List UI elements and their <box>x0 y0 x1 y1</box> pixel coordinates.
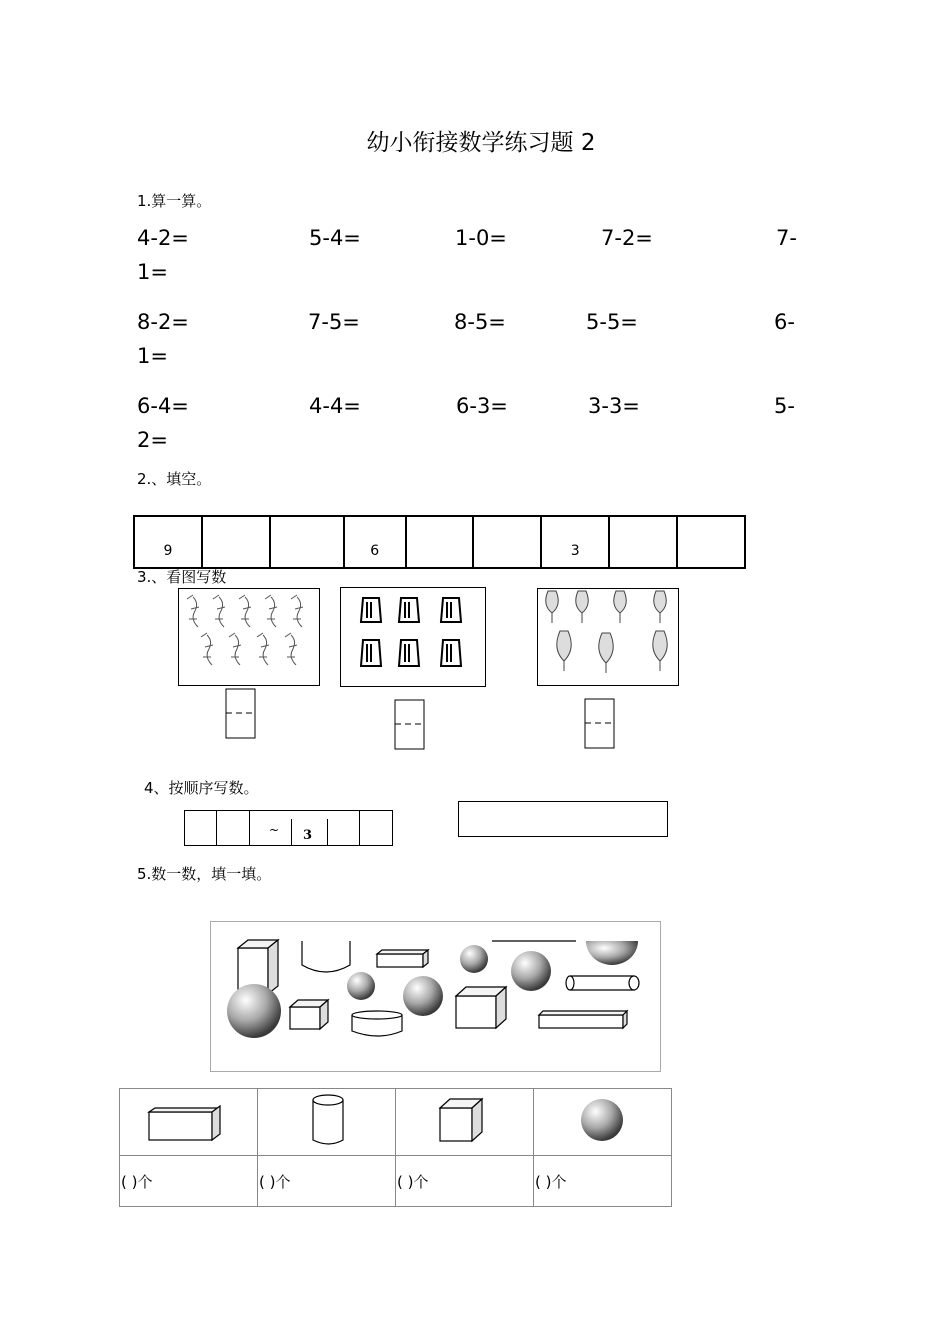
sphere-icon <box>511 951 551 991</box>
cube-header <box>396 1089 534 1156</box>
shrimp-icon <box>265 595 277 627</box>
cube-icon <box>456 987 506 1028</box>
equation-part: 1= <box>137 344 168 368</box>
equation: 7-5= <box>308 310 360 334</box>
equation: 5-4= <box>309 226 361 250</box>
section-4-label: 4、按顺序写数。 <box>144 779 259 797</box>
cube-icon <box>397 1090 532 1150</box>
shrimp-icon <box>291 595 303 627</box>
sphere-icon <box>227 984 281 1038</box>
flower-icon <box>576 591 589 623</box>
count-cell[interactable]: ( )个 <box>120 1156 258 1207</box>
answer-box[interactable] <box>584 698 616 750</box>
equation: 8-5= <box>454 310 506 334</box>
equation: 1-0= <box>455 226 507 250</box>
sphere-icon <box>347 972 375 1000</box>
sequence-cell[interactable]: 3 <box>541 516 609 568</box>
flower-icon <box>599 633 613 673</box>
sequence-answer-box[interactable] <box>458 801 668 837</box>
flower-icon <box>614 591 627 623</box>
cup-icon <box>361 598 381 622</box>
cup-icon <box>361 640 381 666</box>
cuboid-icon <box>539 1011 627 1028</box>
cup-picture <box>340 587 486 687</box>
sphere-header <box>534 1089 672 1156</box>
cup-icon <box>399 640 419 666</box>
count-table <box>119 1088 672 1207</box>
answer-box[interactable] <box>225 688 257 740</box>
section-1-label: 1.算一算。 <box>137 192 212 210</box>
cylinder-icon <box>352 1011 402 1036</box>
sequence-strip[interactable] <box>184 810 393 846</box>
equation: 7-2= <box>601 226 653 250</box>
cuboid-header <box>120 1089 258 1156</box>
flower-icon <box>557 631 571 671</box>
sphere-icon <box>403 976 443 1016</box>
count-cell[interactable]: ( )个 <box>534 1156 672 1207</box>
equation-part: 6- <box>774 310 795 334</box>
fill-blank-sequence <box>133 515 746 569</box>
equation: 8-2= <box>137 310 189 334</box>
cuboid-icon <box>121 1090 256 1150</box>
flower-icon <box>546 591 559 623</box>
shapes-picture <box>210 921 662 1073</box>
section-5-label: 5.数一数，填一填。 <box>137 865 272 883</box>
cylinder-icon <box>259 1090 394 1150</box>
equation: 4-2= <box>137 226 189 250</box>
shrimp-icon <box>257 633 269 665</box>
shrimp-icon <box>285 633 297 665</box>
sequence-cell[interactable]: 9 <box>134 516 202 568</box>
sequence-number: 3 <box>303 828 313 843</box>
equation: 6-4= <box>137 394 189 418</box>
shrimp-icon <box>213 595 225 627</box>
shrimp-picture <box>178 588 320 686</box>
cube-icon <box>290 1000 328 1029</box>
sphere-icon <box>535 1090 670 1150</box>
shrimp-icon <box>229 633 241 665</box>
flower-icon <box>654 591 667 623</box>
equation-part: 5- <box>774 394 795 418</box>
equation-part: 7- <box>776 226 797 250</box>
shrimp-icon <box>201 633 213 665</box>
answer-box[interactable] <box>394 699 426 751</box>
sequence-cell[interactable] <box>406 516 474 568</box>
equation: 3-3= <box>588 394 640 418</box>
equation: 5-5= <box>586 310 638 334</box>
cup-icon <box>399 598 419 622</box>
count-cell[interactable]: ( )个 <box>258 1156 396 1207</box>
equation-part: 2= <box>137 428 168 452</box>
sequence-cell[interactable] <box>473 516 541 568</box>
count-cell[interactable]: ( )个 <box>396 1156 534 1207</box>
sequence-mark: ~ <box>269 823 280 837</box>
sequence-cell[interactable]: 6 <box>344 516 406 568</box>
sequence-cell[interactable] <box>677 516 745 568</box>
sequence-cell[interactable] <box>609 516 677 568</box>
cuboid-icon <box>377 950 428 967</box>
cup-icon <box>441 598 461 622</box>
page-title: 幼小衔接数学练习题 2 <box>366 130 596 156</box>
equation: 6-3= <box>456 394 508 418</box>
shrimp-icon <box>187 595 199 627</box>
sequence-cell[interactable] <box>202 516 270 568</box>
shrimp-icon <box>239 595 251 627</box>
cylinder-header <box>258 1089 396 1156</box>
equation-part: 1= <box>137 260 168 284</box>
section-2-label: 2.、填空。 <box>137 470 212 488</box>
sphere-icon <box>460 945 488 973</box>
sequence-cell[interactable] <box>270 516 344 568</box>
cup-icon <box>441 640 461 666</box>
flower-picture <box>537 588 679 686</box>
flower-icon <box>653 631 667 671</box>
equation: 4-4= <box>309 394 361 418</box>
section-3-label: 3.、看图写数 <box>137 568 227 586</box>
